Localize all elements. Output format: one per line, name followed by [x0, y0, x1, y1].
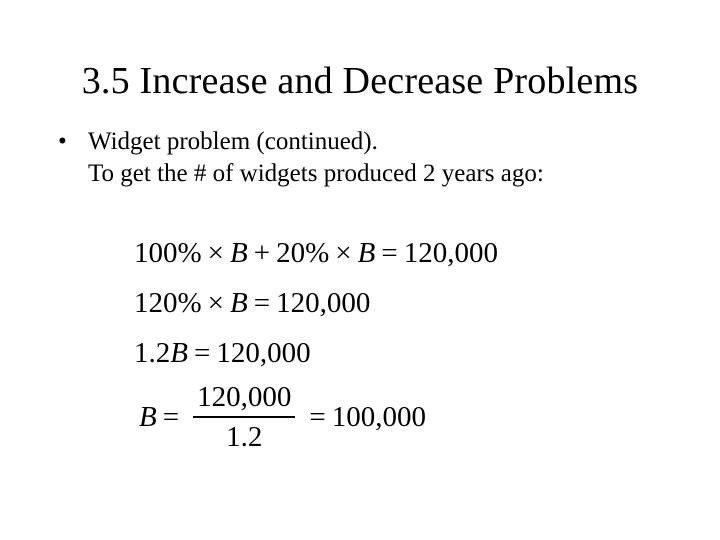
bullet-block [58, 126, 544, 190]
rhs-value: 120,000 [216, 337, 311, 369]
variable-b: B [357, 237, 376, 269]
equals-operator: = [253, 287, 271, 319]
variable-b: B [139, 401, 157, 433]
plus-operator: + [253, 237, 271, 269]
rhs-value: 120,000 [276, 287, 371, 319]
equation-2 [134, 286, 370, 320]
bullet-point: • [58, 128, 67, 155]
variable-b: B [170, 337, 188, 369]
rhs-value: 120,000 [403, 237, 498, 269]
bullet-continuation-text: To get the # of widgets produced 2 years ago: [88, 160, 544, 187]
times-operator: × [207, 237, 225, 269]
bullet-text: Widget problem (continued). [88, 128, 378, 155]
fraction-denominator: 1.2 [226, 421, 263, 453]
variable-b: B [230, 237, 248, 269]
variable-b: B [230, 287, 248, 319]
term-percent: 20% [276, 237, 330, 269]
coefficient: 1.2 [134, 337, 171, 369]
equals-operator: = [162, 401, 180, 433]
fraction-bar [193, 416, 295, 418]
equation-3 [134, 336, 311, 370]
fraction [193, 380, 295, 454]
result-value: 100,000 [331, 401, 426, 433]
equation-1 [134, 236, 498, 270]
equals-operator: = [381, 237, 398, 269]
fraction-numerator: 120,000 [197, 381, 292, 413]
equals-operator: = [309, 401, 326, 433]
term-percent: 100% [134, 237, 202, 269]
slide-title: 3.5 Increase and Decrease Problems [81, 60, 639, 102]
equation-4 [139, 380, 426, 454]
times-operator: × [335, 237, 352, 269]
equals-operator: = [193, 337, 211, 369]
term-percent: 120% [134, 287, 202, 319]
times-operator: × [207, 287, 225, 319]
bullet-item [58, 126, 544, 158]
